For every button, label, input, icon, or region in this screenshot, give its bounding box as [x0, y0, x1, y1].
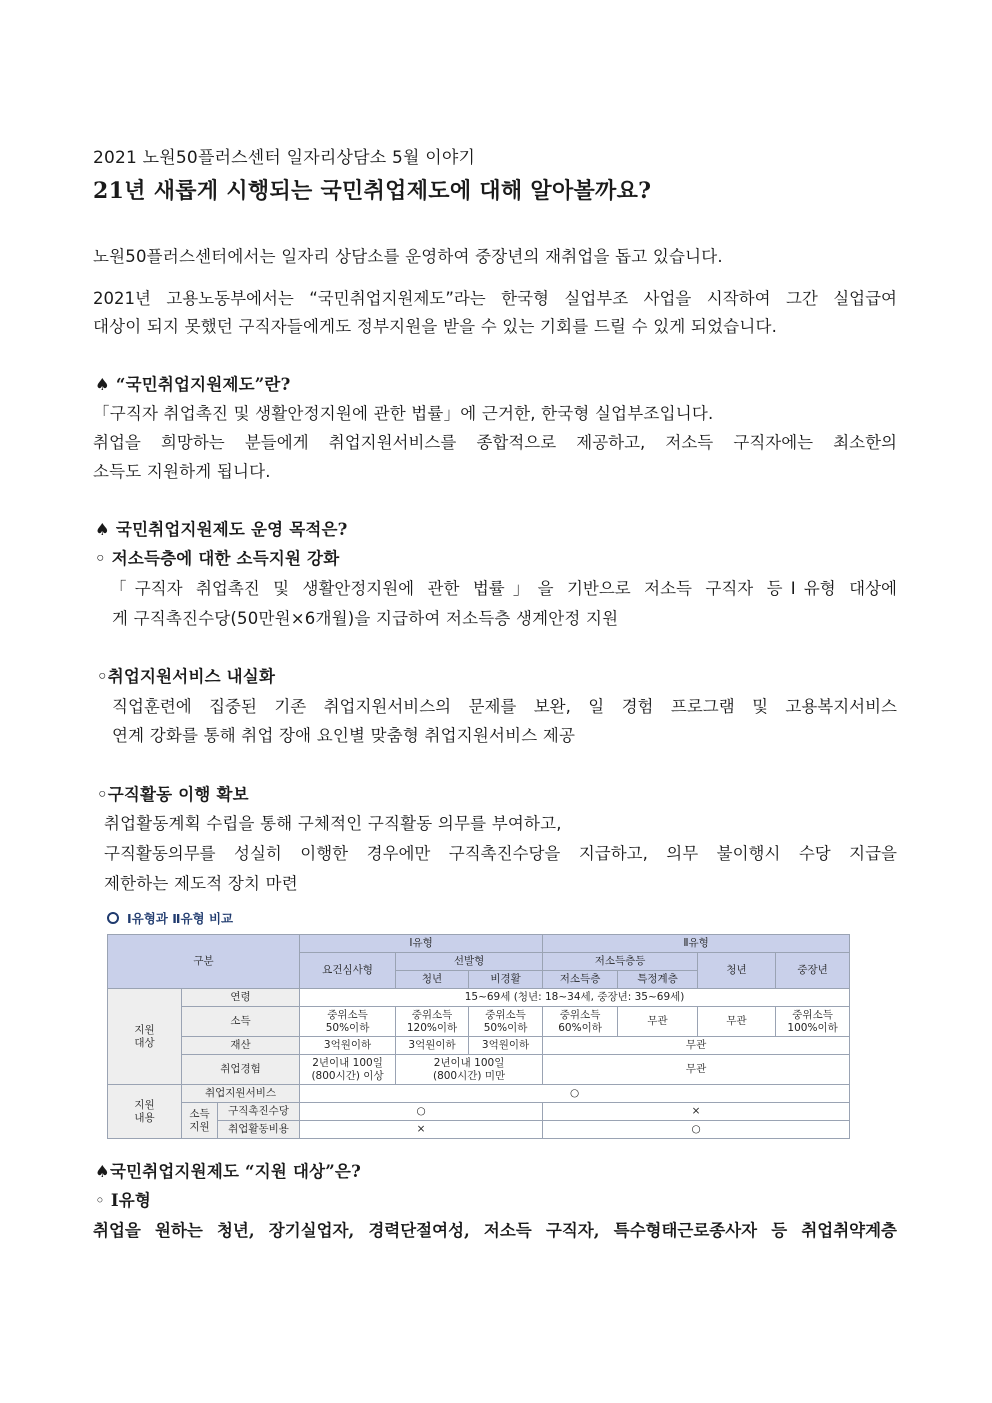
section-2-heading: ♠ 국민취업지원제도 운영 목적은?	[95, 520, 348, 539]
header-middle-aged: 중장년	[776, 953, 850, 989]
cell-age: 15~69세 (청년: 18~34세, 중장년: 35~69세)	[300, 989, 850, 1007]
document-title: 21년 새롭게 시행되는 국민취업제도에 대해 알아볼까요?	[93, 178, 652, 204]
cell-income-6: 무관	[698, 1007, 776, 1037]
cell-experience-1: 2년이내 100일 (800시간) 이상	[300, 1055, 396, 1085]
cell-experience-3: 무관	[543, 1055, 850, 1085]
header-gubun: 구분	[108, 935, 300, 989]
purpose-c-line-1: 취업활동계획 수립을 통해 구체적인 구직활동 의무를 부여하고,	[104, 814, 562, 833]
cell-income-2: 중위소득 120%이하	[396, 1007, 469, 1037]
purpose-b-title: ◦취업지원서비스 내실화	[97, 667, 276, 686]
cell-income-1: 중위소득 50%이하	[300, 1007, 396, 1037]
header-youth-type2: 청년	[698, 953, 776, 989]
header-type-1: Ⅰ유형	[300, 935, 543, 953]
row-label-activity-cost: 취업활동비용	[218, 1121, 300, 1139]
row-label-service: 취업지원서비스	[182, 1085, 300, 1103]
cell-service: ○	[300, 1085, 850, 1103]
section-1-heading: ♠ “국민취업지원제도”란?	[95, 375, 291, 394]
row-label-income: 소득	[182, 1007, 300, 1037]
section-1-line-1: 「구직자 취업촉진 및 생활안정지원에 관한 법률」에 근거한, 한국형 실업부조입니다.	[93, 404, 714, 423]
purpose-c-title: ◦구직활동 이행 확보	[97, 785, 249, 804]
intro-paragraph-2-line-1: 2021년 고용노동부에서는 “국민취업지원제도”라는 한국형 실업부조 사업을 시작하여 그간 실업급여	[93, 289, 897, 308]
cell-income-3: 중위소득 50%이하	[469, 1007, 543, 1037]
header-youth: 청년	[396, 971, 469, 989]
row-label-experience: 취업경험	[182, 1055, 300, 1085]
document-subtitle: 2021 노원50플러스센터 일자리상담소 5월 이야기	[93, 148, 476, 168]
target-a-title: ◦ Ⅰ유형	[95, 1191, 152, 1210]
purpose-a-line-1: 「구직자 취업촉진 및 생활안정지원에 관한 법률」을 기반으로 저소득 구직자 등Ⅰ유형 대상에	[110, 579, 897, 598]
cell-asset-1: 3억원이하	[300, 1037, 396, 1055]
cell-cost-type1: ×	[300, 1121, 543, 1139]
cell-cost-type2: ○	[543, 1121, 850, 1139]
row-label-allowance: 구직촉진수당	[218, 1103, 300, 1121]
header-specific-group: 특정계층	[618, 971, 698, 989]
target-a-line-1: 취업을 원하는 청년, 장기실업자, 경력단절여성, 저소득 구직자, 특수형태근로종사자 등 취업취약계층	[93, 1221, 897, 1240]
header-non-economic: 비경활	[469, 971, 543, 989]
row-label-age: 연령	[182, 989, 300, 1007]
section-1-line-3: 소득도 지원하게 됩니다.	[93, 462, 271, 481]
cell-income-4: 중위소득 60%이하	[543, 1007, 618, 1037]
header-type-2: Ⅱ유형	[543, 935, 850, 953]
cell-income-5: 무관	[618, 1007, 698, 1037]
group-support-content: 지원 내용	[108, 1085, 182, 1139]
header-selection: 선발형	[396, 953, 543, 971]
circle-bullet-icon	[107, 912, 119, 924]
cell-asset-2: 3억원이하	[396, 1037, 469, 1055]
header-low-income-group: 저소득층등	[543, 953, 698, 971]
group-income-support: 소득 지원	[182, 1103, 218, 1139]
purpose-c-line-2: 구직활동의무를 성실히 이행한 경우에만 구직촉진수당을 지급하고, 의무 불이행시 수당 지급을	[104, 844, 897, 863]
cell-asset-4: 무관	[543, 1037, 850, 1055]
cell-allowance-type2: ×	[543, 1103, 850, 1121]
purpose-b-line-1: 직업훈련에 집중된 기존 취업지원서비스의 문제를 보완, 일 경험 프로그램 및 고용복지서비스	[112, 697, 897, 716]
type-comparison-table	[107, 934, 850, 1139]
cell-income-7: 중위소득 100%이하	[776, 1007, 850, 1037]
header-requirement-review: 요건심사형	[300, 953, 396, 989]
purpose-c-line-3: 제한하는 제도적 장치 마련	[104, 874, 298, 893]
section-1-line-2: 취업을 희망하는 분들에게 취업지원서비스를 종합적으로 제공하고, 저소득 구직자에는 최소한의	[93, 433, 897, 452]
figure-caption-text: Ⅰ유형과 Ⅱ유형 비교	[127, 911, 234, 926]
group-eligibility: 지원 대상	[108, 989, 182, 1085]
purpose-b-line-2: 연계 강화를 통해 취업 장애 요인별 맞춤형 취업지원서비스 제공	[112, 726, 576, 745]
cell-allowance-type1: ○	[300, 1103, 543, 1121]
purpose-a-line-2: 게 구직촉진수당(50만원×6개월)을 지급하여 저소득층 생계안정 지원	[112, 609, 619, 628]
intro-paragraph-2-line-2: 대상이 되지 못했던 구직자들에게도 정부지원을 받을 수 있는 기회를 드릴 수 있게 되었습니다.	[93, 317, 778, 336]
row-label-asset: 재산	[182, 1037, 300, 1055]
cell-experience-2: 2년이내 100일 (800시간) 미만	[396, 1055, 543, 1085]
intro-paragraph-1: 노원50플러스센터에서는 일자리 상담소를 운영하여 중장년의 재취업을 돕고 있습니다.	[93, 247, 723, 266]
section-3-heading: ♠국민취업지원제도 “지원 대상”은?	[95, 1162, 361, 1181]
purpose-a-title: ◦ 저소득층에 대한 소득지원 강화	[95, 549, 340, 568]
cell-asset-3: 3억원이하	[469, 1037, 543, 1055]
figure-caption	[107, 909, 233, 927]
header-low-income: 저소득층	[543, 971, 618, 989]
